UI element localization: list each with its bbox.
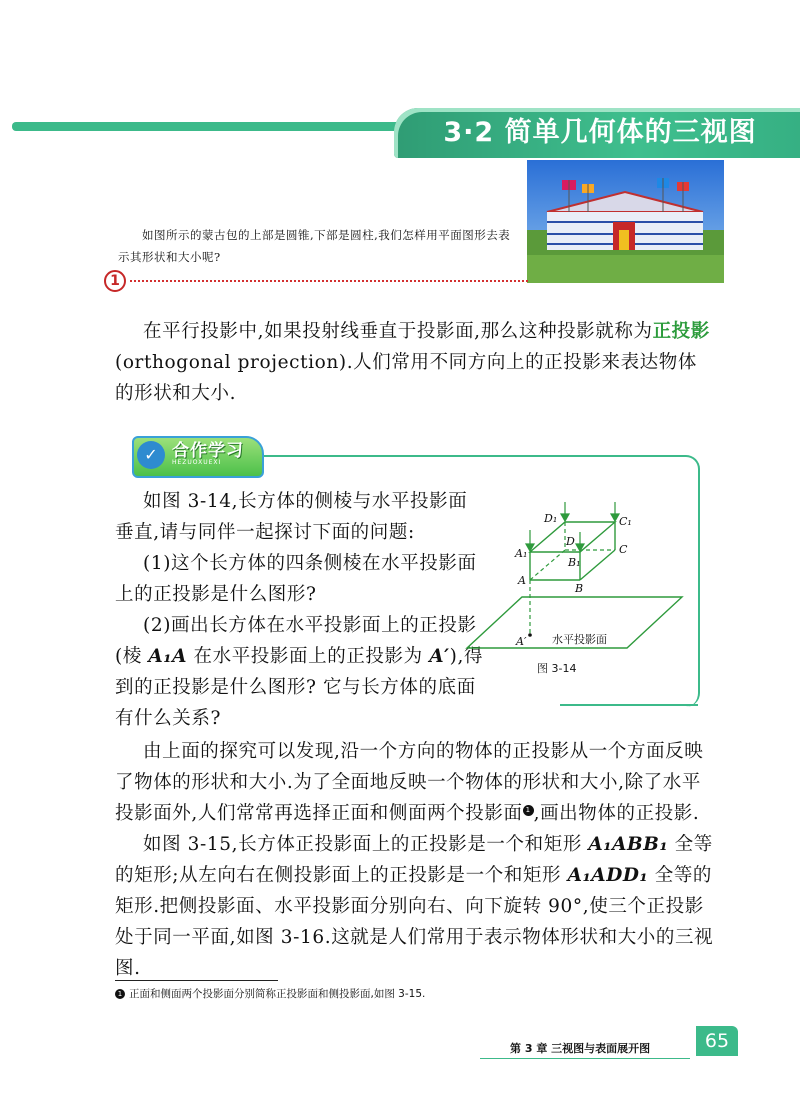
- page-number: 65: [696, 1026, 738, 1056]
- question-intro: 如图 3-14,长方体的侧棱与水平投影面垂直,请与同伴一起探讨下面的问题:: [115, 491, 468, 543]
- label-D1: D₁: [544, 512, 558, 525]
- coop-badge-title: 合作学习: [172, 441, 244, 461]
- coop-badge-pinyin: HEZUOXUEXI: [172, 459, 222, 466]
- keyword-orthogonal-projection: 正投影: [652, 321, 710, 342]
- coop-frame-bottom: [560, 704, 698, 706]
- section-title: 3·2 简单几何体的三视图: [443, 117, 757, 148]
- paragraph-three-views-1: 由上面的探究可以发现,沿一个方向的物体的正投影从一个方面反映了物体的形状和大小.为了全面地反映一个物体的形状和大小,除了水平投影面外,人们常常再选择正面和侧面两个投影面 1 ,画出物体的正投影.: [115, 741, 704, 824]
- footnote-ref: 1: [523, 805, 534, 816]
- label-B1: B₁: [568, 556, 581, 569]
- chapter-label: 第 3 章 三视图与表面展开图: [510, 1042, 651, 1055]
- header-line: [12, 122, 412, 131]
- paragraph-orthogonal-projection: 在平行投影中,如果投射线垂直于投影面,那么这种投影就称为正投影(orthogonal projection).人们常用不同方向上的正投影来表达物体的形状和大小.: [115, 321, 710, 404]
- label-D: D: [566, 535, 575, 548]
- coop-questions: [115, 486, 485, 734]
- paragraph-three-views: [115, 736, 715, 984]
- figure-3-14-cuboid: [462, 500, 692, 690]
- paragraph-three-views-2: 如图 3-15,长方体正投影面上的正投影是一个和矩形 A₁ABB₁ 全等的矩形;从左向右在侧投影面上的正投影是一个和矩形 A₁ADD₁ 全等的矩形.把侧投影面、水平投影面分别向右、向下旋转 90°,使三个正投影处于同一平面,如图 3-16.这就是人们常用于表示物体形状和大小的三视图.: [115, 834, 714, 979]
- label-A: A: [518, 574, 526, 587]
- figure-caption: 图 3-14: [537, 662, 577, 675]
- dotted-divider: [130, 280, 528, 282]
- label-C1: C₁: [619, 515, 632, 528]
- footer-line: [480, 1058, 690, 1059]
- label-B: B: [575, 582, 584, 595]
- footnote-divider: [115, 980, 278, 981]
- yurt-photo: [527, 160, 724, 283]
- intro-question: 如图所示的蒙古包的上部是圆锥,下部是圆柱,我们怎样用平面图形去表示其形状和大小呢?: [118, 228, 511, 264]
- coop-learning-icon: ✓: [137, 441, 165, 469]
- footnote: 1 正面和侧面两个投影面分别简称正投影面和侧投影面,如图 3-15.: [115, 986, 425, 1001]
- label-C: C: [619, 543, 628, 556]
- label-A-prime: A′: [516, 635, 527, 648]
- question-2: (2)画出长方体在水平投影面上的正投影(棱 A₁A 在水平投影面上的正投影为 A′),得到的正投影是什么图形? 它与长方体的底面有什么关系?: [115, 615, 484, 729]
- label-A1: A₁: [515, 547, 528, 560]
- question-number: 1: [104, 270, 126, 292]
- question-1: (1)这个长方体的四条侧棱在水平投影面上的正投影是什么图形?: [115, 553, 477, 605]
- plane-label: 水平投影面: [552, 633, 607, 646]
